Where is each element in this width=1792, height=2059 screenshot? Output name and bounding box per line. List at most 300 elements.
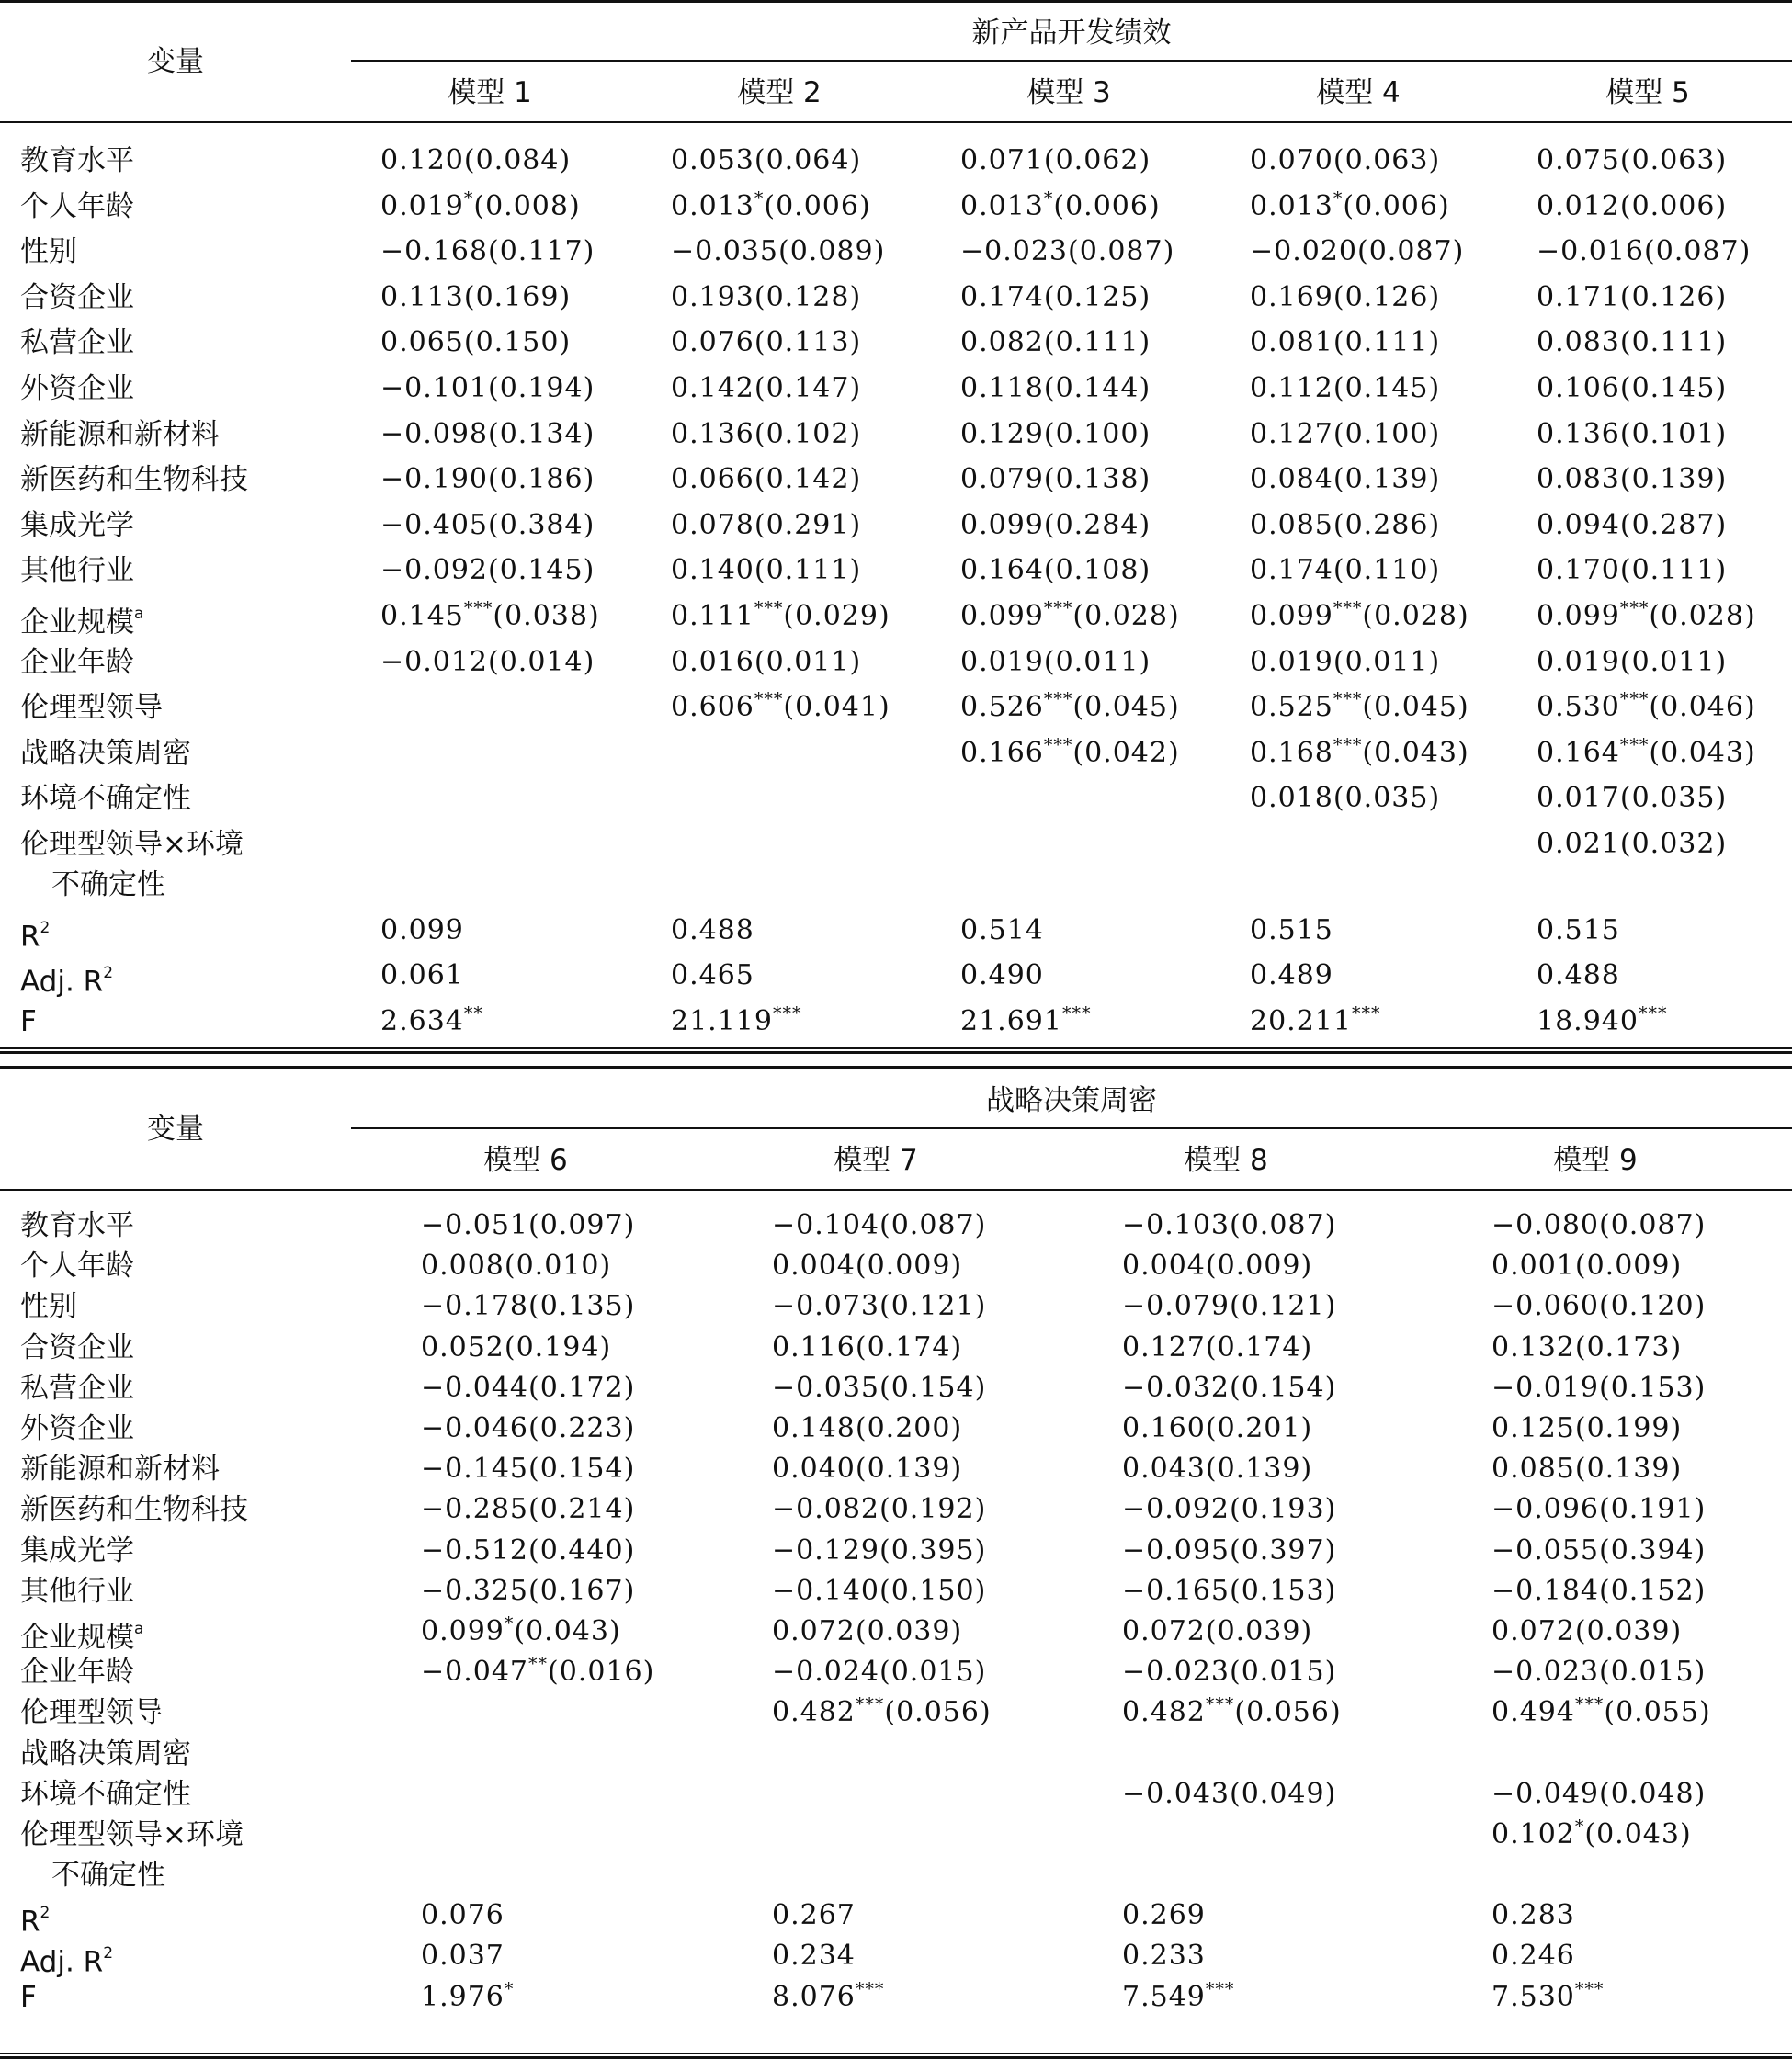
row-label (20, 780, 191, 817)
row-label-text: 其他行业 (20, 1574, 134, 1608)
row-label-text: 合资企业 (20, 1330, 134, 1364)
cell-value: 0.515 (1537, 913, 1620, 946)
significance-marker: *** (1351, 1002, 1381, 1024)
cell-value: 0.269 (1122, 1899, 1206, 1932)
cell-value: 0.021(0.032) (1537, 828, 1728, 860)
table-cell (421, 1491, 635, 1528)
table-cell (1250, 598, 1469, 638)
table-cell (671, 598, 890, 638)
standard-error: (0.006) (764, 189, 871, 222)
cell-value: −0.079(0.121) (1122, 1290, 1337, 1323)
header-rule (0, 121, 1792, 123)
standard-error: (0.056) (1234, 1696, 1342, 1729)
cell-value: 7.530 (1491, 1980, 1575, 2013)
row-label-text: 外资企业 (20, 1412, 134, 1445)
table-cell (1491, 1370, 1706, 1407)
row-label (20, 233, 77, 270)
table-cell (1122, 1533, 1336, 1569)
bottom-rule (0, 1051, 1792, 1054)
cell-value: 0.164(0.108) (960, 554, 1151, 587)
table-cell (960, 598, 1180, 638)
column-header-variable: 变量 (147, 1113, 204, 1146)
cell-value: 0.013 (1250, 189, 1333, 222)
table-cell (960, 957, 1044, 994)
cell-value: −0.024(0.015) (772, 1656, 987, 1689)
table-cell (772, 1329, 962, 1366)
table-cell (1537, 1003, 1667, 1043)
bottom-rule (0, 2053, 1792, 2054)
table-cell (1491, 1938, 1575, 1974)
row-label-text: 战略决策周密 (20, 736, 191, 770)
row-label-text: 其他行业 (20, 554, 134, 588)
cell-value: 0.145 (380, 600, 464, 632)
cell-value: −0.046(0.223) (421, 1412, 636, 1444)
table-cell (421, 1654, 654, 1693)
table-cell (1250, 461, 1440, 498)
cell-value: −0.184(0.152) (1491, 1574, 1707, 1607)
cell-value: 0.142(0.147) (671, 372, 862, 404)
row-label (20, 1410, 134, 1447)
table-cell (1491, 1533, 1706, 1569)
table-cell (380, 233, 595, 270)
cell-value: 0.169(0.126) (1250, 280, 1441, 313)
cell-value: 0.125(0.199) (1491, 1412, 1683, 1444)
table-cell (1491, 1491, 1706, 1528)
cell-value: 0.233 (1122, 1940, 1206, 1973)
table-cell (380, 188, 581, 228)
table-cell (1122, 1694, 1342, 1734)
table-cell (1537, 461, 1727, 498)
row-label-text: 性别 (20, 235, 77, 269)
table-cell (772, 1491, 986, 1528)
table-cell (960, 552, 1151, 589)
standard-error: (0.043) (1362, 736, 1469, 769)
cell-value: 0.166 (960, 736, 1044, 769)
row-label-text: 外资企业 (20, 372, 134, 405)
table-cell (421, 1329, 611, 1366)
significance-marker: *** (1619, 734, 1650, 755)
cell-value: 0.127(0.100) (1250, 417, 1441, 450)
table-cell (421, 1288, 635, 1325)
cell-value: 0.001(0.009) (1491, 1250, 1683, 1283)
cell-value: 0.465 (671, 959, 754, 992)
significance-marker: * (504, 1613, 515, 1634)
table-cell (772, 1694, 992, 1734)
table-cell (421, 1248, 611, 1284)
cell-value: 0.246 (1491, 1940, 1575, 1973)
row-label-text: 集成光学 (20, 508, 134, 542)
significance-marker: *** (1205, 1978, 1235, 1999)
cell-value: −0.055(0.394) (1491, 1533, 1707, 1567)
table-cell (1122, 1451, 1312, 1488)
standard-error: (0.042) (1072, 736, 1180, 769)
row-label-text: 企业规模 (20, 605, 134, 639)
cell-value: −0.098(0.134) (380, 417, 595, 450)
table-cell (960, 735, 1180, 775)
table-cell (1537, 188, 1727, 225)
table-cell (772, 1654, 986, 1691)
table-cell (960, 461, 1151, 498)
table-cell (772, 1288, 986, 1325)
cell-value: −0.092(0.193) (1122, 1493, 1337, 1526)
row-label (20, 1288, 77, 1325)
group-header: 新产品开发绩效 (971, 17, 1172, 50)
table-cell (1122, 1410, 1312, 1447)
row-label (20, 279, 134, 316)
table-cell (772, 1938, 856, 1974)
table-cell (1537, 957, 1620, 994)
standard-error: (0.043) (1584, 1818, 1692, 1850)
row-label-text: R (20, 1905, 40, 1939)
significance-marker: *** (1205, 1694, 1235, 1715)
table-cell (1250, 370, 1440, 407)
cell-value: −0.178(0.135) (421, 1290, 636, 1323)
cell-value: 0.076 (421, 1899, 505, 1932)
table-cell (1537, 826, 1727, 863)
significance-marker: *** (1574, 1978, 1605, 1999)
cell-value: 0.112(0.145) (1250, 372, 1441, 404)
row-label-superscript: 2 (103, 964, 114, 983)
row-label (20, 1370, 134, 1407)
cell-value: −0.051(0.097) (421, 1209, 636, 1241)
standard-error: (0.006) (1343, 189, 1450, 222)
cell-value: 0.013 (960, 189, 1044, 222)
significance-marker: *** (1061, 1002, 1092, 1024)
table-cell (1250, 507, 1440, 544)
model-header: 模型 1 (448, 76, 532, 109)
row-label (20, 552, 134, 589)
standard-error: (0.028) (1362, 600, 1469, 632)
row-label-text: 企业规模 (20, 1621, 134, 1655)
cell-value: 0.052(0.194) (421, 1330, 612, 1363)
table-cell (421, 1573, 635, 1610)
table-cell (960, 912, 1044, 949)
table-cell (1122, 1370, 1336, 1407)
cell-value: 0.040(0.139) (772, 1453, 963, 1486)
table-cell (1491, 1207, 1706, 1244)
cell-value: 0.515 (1250, 913, 1333, 946)
table-cell (772, 1248, 962, 1284)
row-label (20, 507, 134, 544)
table-cell (1122, 1288, 1336, 1325)
row-label-text: 新能源和新材料 (20, 1453, 220, 1487)
cell-value: 0.106(0.145) (1537, 372, 1728, 404)
cell-value: 0.118(0.144) (960, 372, 1151, 404)
bottom-rule (0, 1047, 1792, 1049)
model-header: 模型 9 (1553, 1144, 1638, 1177)
cell-value: 0.489 (1250, 959, 1333, 992)
cell-value: 0.482 (1122, 1696, 1206, 1729)
row-label-text: Adj. R (20, 965, 104, 999)
table-cell (421, 1938, 505, 1974)
table-cell (1491, 1410, 1682, 1447)
cell-value: 0.488 (1537, 959, 1620, 992)
model-header: 模型 4 (1316, 76, 1401, 109)
model-header: 模型 2 (737, 76, 822, 109)
row-label-text: 环境不确定性 (20, 782, 191, 816)
row-label (20, 1003, 37, 1040)
table-cell (1491, 1329, 1682, 1366)
table-cell (960, 689, 1180, 729)
table-cell (671, 689, 890, 729)
row-label (20, 416, 220, 453)
cell-value: −0.168(0.117) (380, 235, 595, 268)
row-label (20, 1816, 244, 1853)
row-label (20, 1207, 134, 1244)
cell-value: 0.102 (1491, 1818, 1575, 1850)
table-cell (1250, 780, 1440, 817)
significance-marker: *** (754, 689, 784, 710)
row-label-superscript: 2 (40, 1904, 51, 1923)
standard-error: (0.038) (493, 600, 600, 632)
table-cell (380, 957, 464, 994)
cell-value: −0.016(0.087) (1537, 235, 1752, 268)
cell-value: 0.526 (960, 691, 1044, 724)
row-label (20, 912, 50, 955)
table-cell (671, 507, 861, 544)
standard-error: (0.045) (1072, 691, 1180, 724)
row-label-text: 伦理型领导 (20, 1696, 163, 1730)
table-cell (1122, 1573, 1336, 1610)
cell-value: −0.101(0.194) (380, 372, 595, 404)
cell-value: −0.285(0.214) (421, 1493, 636, 1526)
table-cell (1491, 1288, 1706, 1325)
cell-value: 0.127(0.174) (1122, 1330, 1313, 1363)
table-cell (1250, 912, 1333, 949)
cell-value: 0.530 (1537, 691, 1620, 724)
table-cell (1250, 279, 1440, 316)
row-label-text: 企业年龄 (20, 645, 134, 679)
cell-value: 0.170(0.111) (1537, 554, 1728, 587)
table-cell (1250, 957, 1333, 994)
table-cell (1250, 735, 1469, 775)
table-cell (671, 324, 861, 361)
significance-marker: *** (463, 598, 493, 618)
cell-value: 0.004(0.009) (772, 1250, 963, 1283)
significance-marker: *** (772, 1002, 802, 1024)
cell-value: 0.037 (421, 1940, 505, 1973)
table-cell (671, 370, 861, 407)
row-label-continued: 不确定性 (51, 868, 165, 901)
cell-value: −0.012(0.014) (380, 645, 595, 678)
row-label-text: 伦理型领导×环境 (20, 828, 244, 861)
cell-value: 2.634 (380, 1004, 464, 1037)
cell-value: −0.129(0.395) (772, 1533, 987, 1567)
cell-value: 0.525 (1250, 691, 1333, 724)
cell-value: 0.488 (671, 913, 754, 946)
row-label-text: 私营企业 (20, 326, 134, 360)
row-label (20, 461, 248, 498)
table-cell (1537, 735, 1756, 775)
table-cell (1491, 1248, 1682, 1284)
table-cell (960, 142, 1151, 179)
group-header: 战略决策周密 (986, 1084, 1157, 1117)
cell-value: −0.145(0.154) (421, 1453, 636, 1486)
cell-value: 0.116(0.174) (772, 1330, 963, 1363)
row-label-text: 私营企业 (20, 1371, 134, 1405)
cell-value: 0.019(0.011) (960, 645, 1151, 678)
table-cell (960, 416, 1151, 453)
standard-error: (0.056) (884, 1696, 992, 1729)
row-label-superscript: 2 (40, 918, 51, 937)
table-cell (1122, 1776, 1336, 1813)
table-cell (1122, 1979, 1234, 2019)
row-label (20, 1979, 37, 2016)
table-cell (960, 644, 1151, 681)
cell-value: 0.174(0.125) (960, 280, 1151, 313)
cell-value: 0.482 (772, 1696, 856, 1729)
cell-value: −0.043(0.049) (1122, 1777, 1337, 1810)
cell-value: −0.140(0.150) (772, 1574, 987, 1607)
cell-value: 0.019(0.011) (1250, 645, 1441, 678)
row-label-text: 战略决策周密 (20, 1737, 191, 1771)
row-label (20, 1248, 134, 1284)
table-cell (421, 1613, 621, 1653)
significance-marker: * (504, 1978, 515, 1999)
group-underline (351, 1127, 1792, 1129)
row-label (20, 1776, 191, 1813)
cell-value: 21.119 (671, 1004, 773, 1037)
row-label-text: 个人年龄 (20, 1250, 134, 1284)
cell-value: 0.076(0.113) (671, 326, 862, 359)
cell-value: 0.148(0.200) (772, 1412, 963, 1444)
table-cell (960, 188, 1161, 228)
cell-value: 21.691 (960, 1004, 1062, 1037)
table-cell (1250, 324, 1440, 361)
cell-value: 0.132(0.173) (1491, 1330, 1683, 1363)
cell-value: −0.103(0.087) (1122, 1209, 1337, 1241)
row-label (20, 188, 134, 225)
row-label (20, 370, 134, 407)
table-cell (1537, 552, 1727, 589)
row-label-text: 环境不确定性 (20, 1777, 191, 1811)
table-cell (671, 957, 754, 994)
cell-value: 0.168 (1250, 736, 1333, 769)
standard-error: (0.016) (548, 1656, 655, 1689)
cell-value: 0.053(0.064) (671, 144, 862, 176)
cell-value: −0.092(0.145) (380, 554, 595, 587)
cell-value: −0.165(0.153) (1122, 1574, 1337, 1607)
table-cell (671, 233, 885, 270)
row-label-text: 新能源和新材料 (20, 417, 220, 451)
table-cell (380, 370, 595, 407)
row-label (20, 1573, 134, 1610)
table-cell (1537, 324, 1727, 361)
row-label (20, 1897, 50, 1940)
cell-value: 0.078(0.291) (671, 508, 862, 541)
table-cell (421, 1410, 635, 1447)
table-cell (1537, 912, 1620, 949)
cell-value: 0.111 (671, 600, 754, 632)
cell-value: 0.514 (960, 913, 1044, 946)
cell-value: 0.081(0.111) (1250, 326, 1441, 359)
cell-value: 8.076 (772, 1980, 856, 2013)
table-cell (772, 1410, 962, 1447)
table-cell (380, 1003, 483, 1043)
table-cell (772, 1370, 986, 1407)
table-cell (380, 279, 571, 316)
table-cell (1491, 1573, 1706, 1610)
cell-value: 0.085(0.139) (1491, 1453, 1683, 1486)
cell-value: −0.020(0.087) (1250, 235, 1465, 268)
cell-value: 0.018(0.035) (1250, 782, 1441, 815)
cell-value: 0.072(0.039) (772, 1615, 963, 1647)
row-label-text: 新医药和生物科技 (20, 463, 248, 497)
row-label-text: 教育水平 (20, 1209, 134, 1242)
row-label-text: 伦理型领导 (20, 691, 163, 725)
cell-value: 0.085(0.286) (1250, 508, 1441, 541)
table-cell (1537, 142, 1727, 179)
cell-value: 0.061 (380, 959, 464, 992)
cell-value: 18.940 (1537, 1004, 1639, 1037)
cell-value: 0.072(0.039) (1491, 1615, 1683, 1647)
table-cell (671, 188, 871, 228)
cell-value: 0.084(0.139) (1250, 463, 1441, 496)
table-cell (960, 1003, 1091, 1043)
table-cell (1122, 1897, 1206, 1934)
significance-marker: * (463, 187, 474, 209)
table-cell (1122, 1491, 1336, 1528)
cell-value: 0.099(0.284) (960, 508, 1151, 541)
table-cell (671, 416, 861, 453)
cell-value: 0.174(0.110) (1250, 554, 1441, 587)
cell-value: −0.023(0.087) (960, 235, 1175, 268)
table-cell (1491, 1654, 1706, 1691)
cell-value: 0.099 (380, 913, 464, 946)
cell-value: −0.035(0.154) (772, 1371, 987, 1404)
table-cell (1537, 370, 1727, 407)
column-header-variable: 变量 (147, 45, 204, 78)
standard-error: (0.008) (473, 189, 581, 222)
table-cell (1250, 416, 1440, 453)
cell-value: 0.082(0.111) (960, 326, 1151, 359)
cell-value: −0.060(0.120) (1491, 1290, 1707, 1323)
row-label (20, 689, 163, 726)
cell-value: 0.267 (772, 1899, 856, 1932)
table-cell (1491, 1776, 1706, 1813)
row-label (20, 142, 134, 179)
table-cell (1537, 598, 1756, 638)
row-label-text: 个人年龄 (20, 189, 134, 223)
significance-marker: *** (1619, 689, 1650, 710)
header-rule (0, 1189, 1792, 1191)
group-underline (351, 60, 1792, 62)
table-cell (1250, 142, 1440, 179)
significance-marker: ** (463, 1002, 483, 1024)
cell-value: 0.283 (1491, 1899, 1575, 1932)
row-label-text: F (20, 1980, 37, 2014)
cell-value: 0.072(0.039) (1122, 1615, 1313, 1647)
standard-error: (0.028) (1649, 600, 1756, 632)
cell-value: 20.211 (1250, 1004, 1352, 1037)
table-cell (421, 1979, 514, 2019)
cell-value: −0.082(0.192) (772, 1493, 987, 1526)
table-cell (772, 1207, 986, 1244)
row-label (20, 1491, 248, 1528)
significance-marker: *** (1043, 689, 1073, 710)
cell-value: 0.099 (1537, 600, 1620, 632)
row-label-text: 集成光学 (20, 1533, 134, 1567)
table-cell (671, 142, 861, 179)
row-label-text: R (20, 919, 40, 953)
table-cell (380, 507, 595, 544)
significance-marker: *** (1043, 598, 1073, 618)
significance-marker: *** (1574, 1694, 1605, 1715)
table-cell (1250, 188, 1450, 228)
table-cell (1122, 1207, 1336, 1244)
table-cell (960, 370, 1151, 407)
table-cell (380, 912, 464, 949)
